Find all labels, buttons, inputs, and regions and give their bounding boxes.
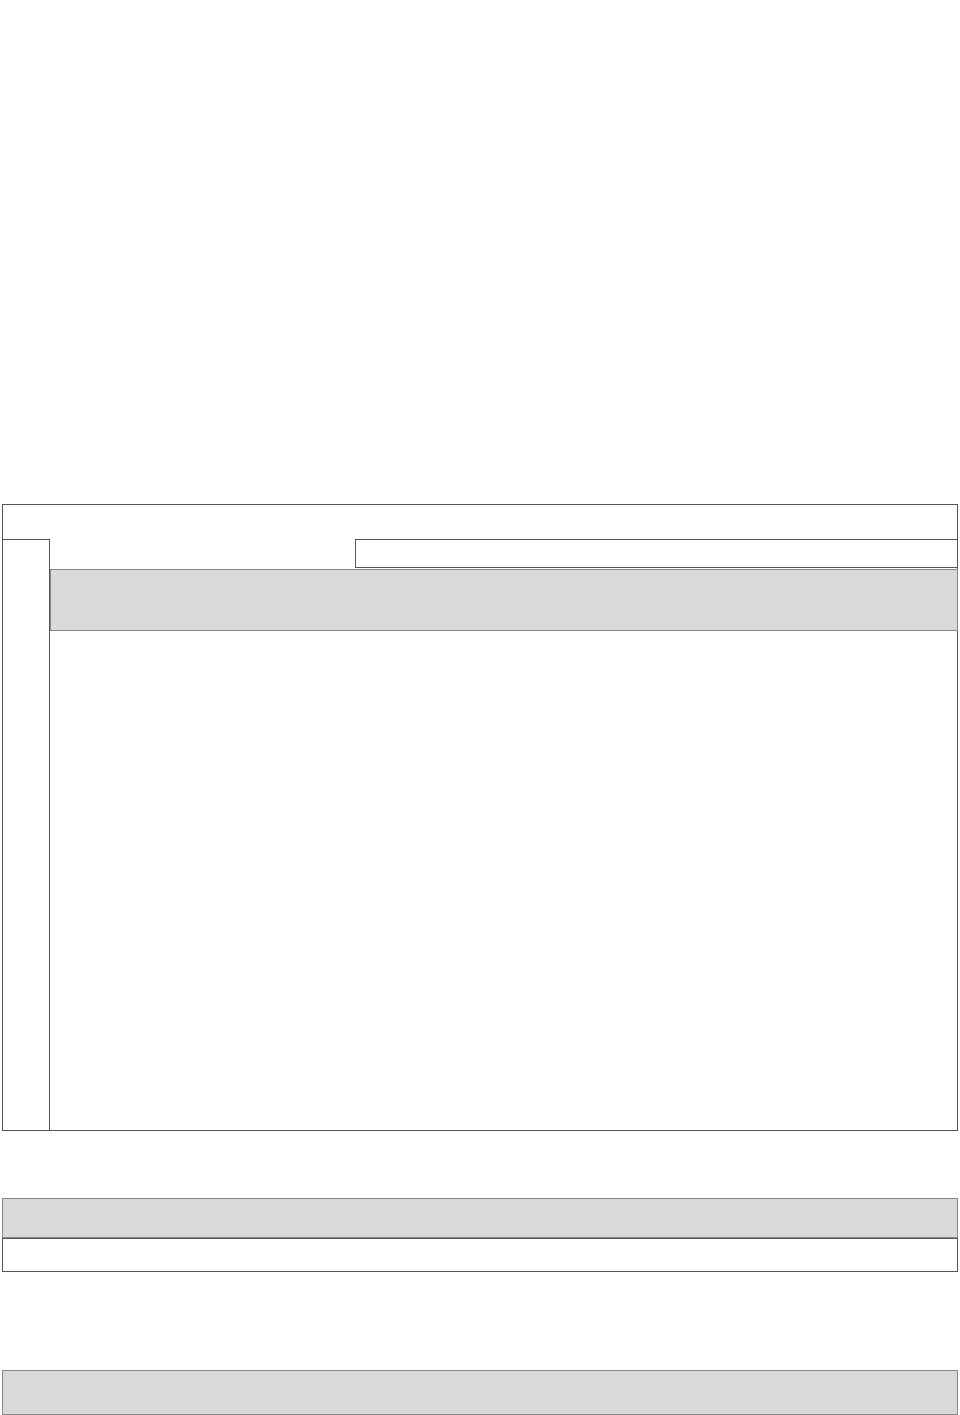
rubryka-3-body	[2, 1238, 958, 1272]
rubryka-1-dzial-3-header	[2, 1370, 958, 1415]
nazwa-organu-value-cell	[355, 539, 958, 568]
organ-number-cell	[2, 539, 50, 1131]
podrubryka-header	[50, 569, 958, 631]
rubryka-3-header	[2, 1198, 958, 1238]
